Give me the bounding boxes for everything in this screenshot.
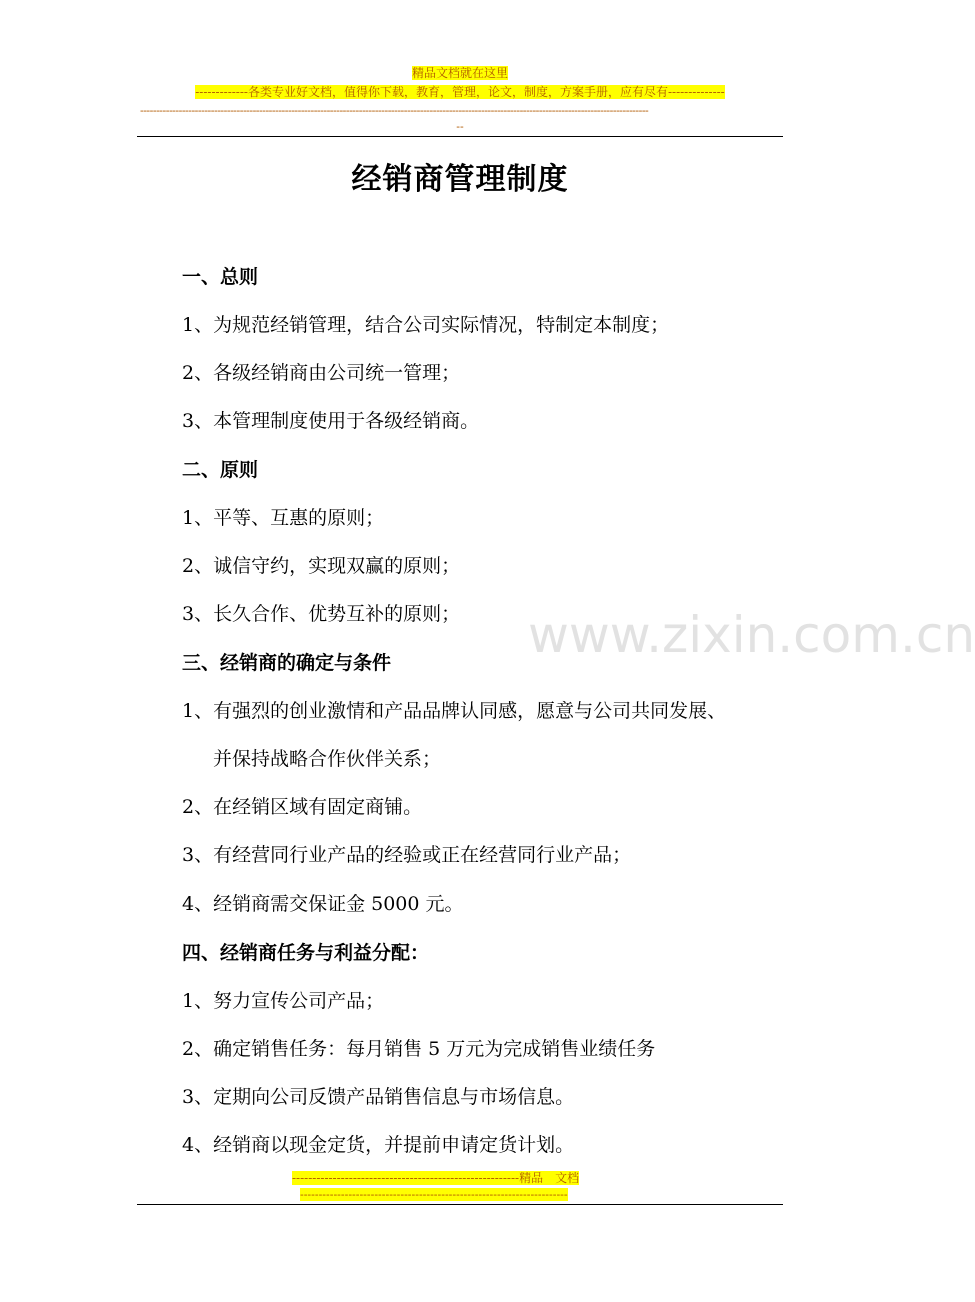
paragraph: 4、经销商以现金定货，并提前申请定货计划。: [182, 1134, 575, 1156]
header-dash-tail: --: [456, 120, 464, 133]
header-banner-slogan: [0, 85, 920, 99]
paragraph: 2、在经销区域有固定商铺。: [182, 796, 423, 818]
paragraph: 3、长久合作、优势互补的原则；: [182, 603, 461, 625]
header-banner-title: [0, 66, 920, 80]
section-heading-tasks: 四、经销商任务与利益分配：: [182, 942, 430, 964]
header-dash-line: --------------------------------------------------------------------------------------------------------------------------------------------------------------: [140, 104, 649, 117]
paragraph: 3、本管理制度使用于各级经销商。: [182, 410, 480, 432]
paragraph: 1、为规范经销管理，结合公司实际情况，特制定本制度；: [182, 314, 670, 336]
paragraph: 1、平等、互惠的原则；: [182, 507, 385, 529]
paragraph: 2、各级经销商由公司统一管理；: [182, 362, 461, 384]
footer-dash-line: [300, 1188, 620, 1201]
header-banner-slogan-text: -------------各类专业好文档，值得你下载，教育，管理，论文，制度，方案手册，应有尽有--------------: [195, 85, 725, 99]
paragraph: 1、努力宣传公司产品；: [182, 990, 385, 1012]
document-title: 经销商管理制度: [351, 162, 569, 197]
section-heading-principles: 二、原则: [182, 459, 259, 481]
paragraph: 2、确定销售任务：每月销售 5 万元为完成销售业绩任务: [182, 1038, 656, 1060]
paragraph: 1、有强烈的创业激情和产品品牌认同感，愿意与公司共同发展、: [182, 700, 727, 722]
paragraph: 2、诚信守约，实现双赢的原则；: [182, 555, 461, 577]
paragraph-continuation: 并保持战略合作伙伴关系；: [213, 748, 442, 770]
header-rule: [137, 136, 783, 137]
section-heading-general: 一、总则: [182, 266, 259, 288]
footer-banner: [292, 1170, 628, 1186]
watermark: www.zixin.com.cn: [528, 606, 975, 664]
footer-banner-text: --------------------------------------------------------精品 文档: [292, 1171, 580, 1185]
paragraph: 4、经销商需交保证金 5000 元。: [182, 893, 464, 915]
section-heading-conditions: 三、经销商的确定与条件: [182, 652, 392, 674]
footer-dash-text: ------------------------------------------------------------------------: [300, 1188, 568, 1201]
paragraph: 3、定期向公司反馈产品销售信息与市场信息。: [182, 1086, 575, 1108]
header-banner-title-text: 精品文档就在这里: [411, 66, 508, 80]
paragraph: 3、有经营同行业产品的经验或正在经营同行业产品；: [182, 844, 632, 866]
footer-rule: [137, 1204, 783, 1205]
